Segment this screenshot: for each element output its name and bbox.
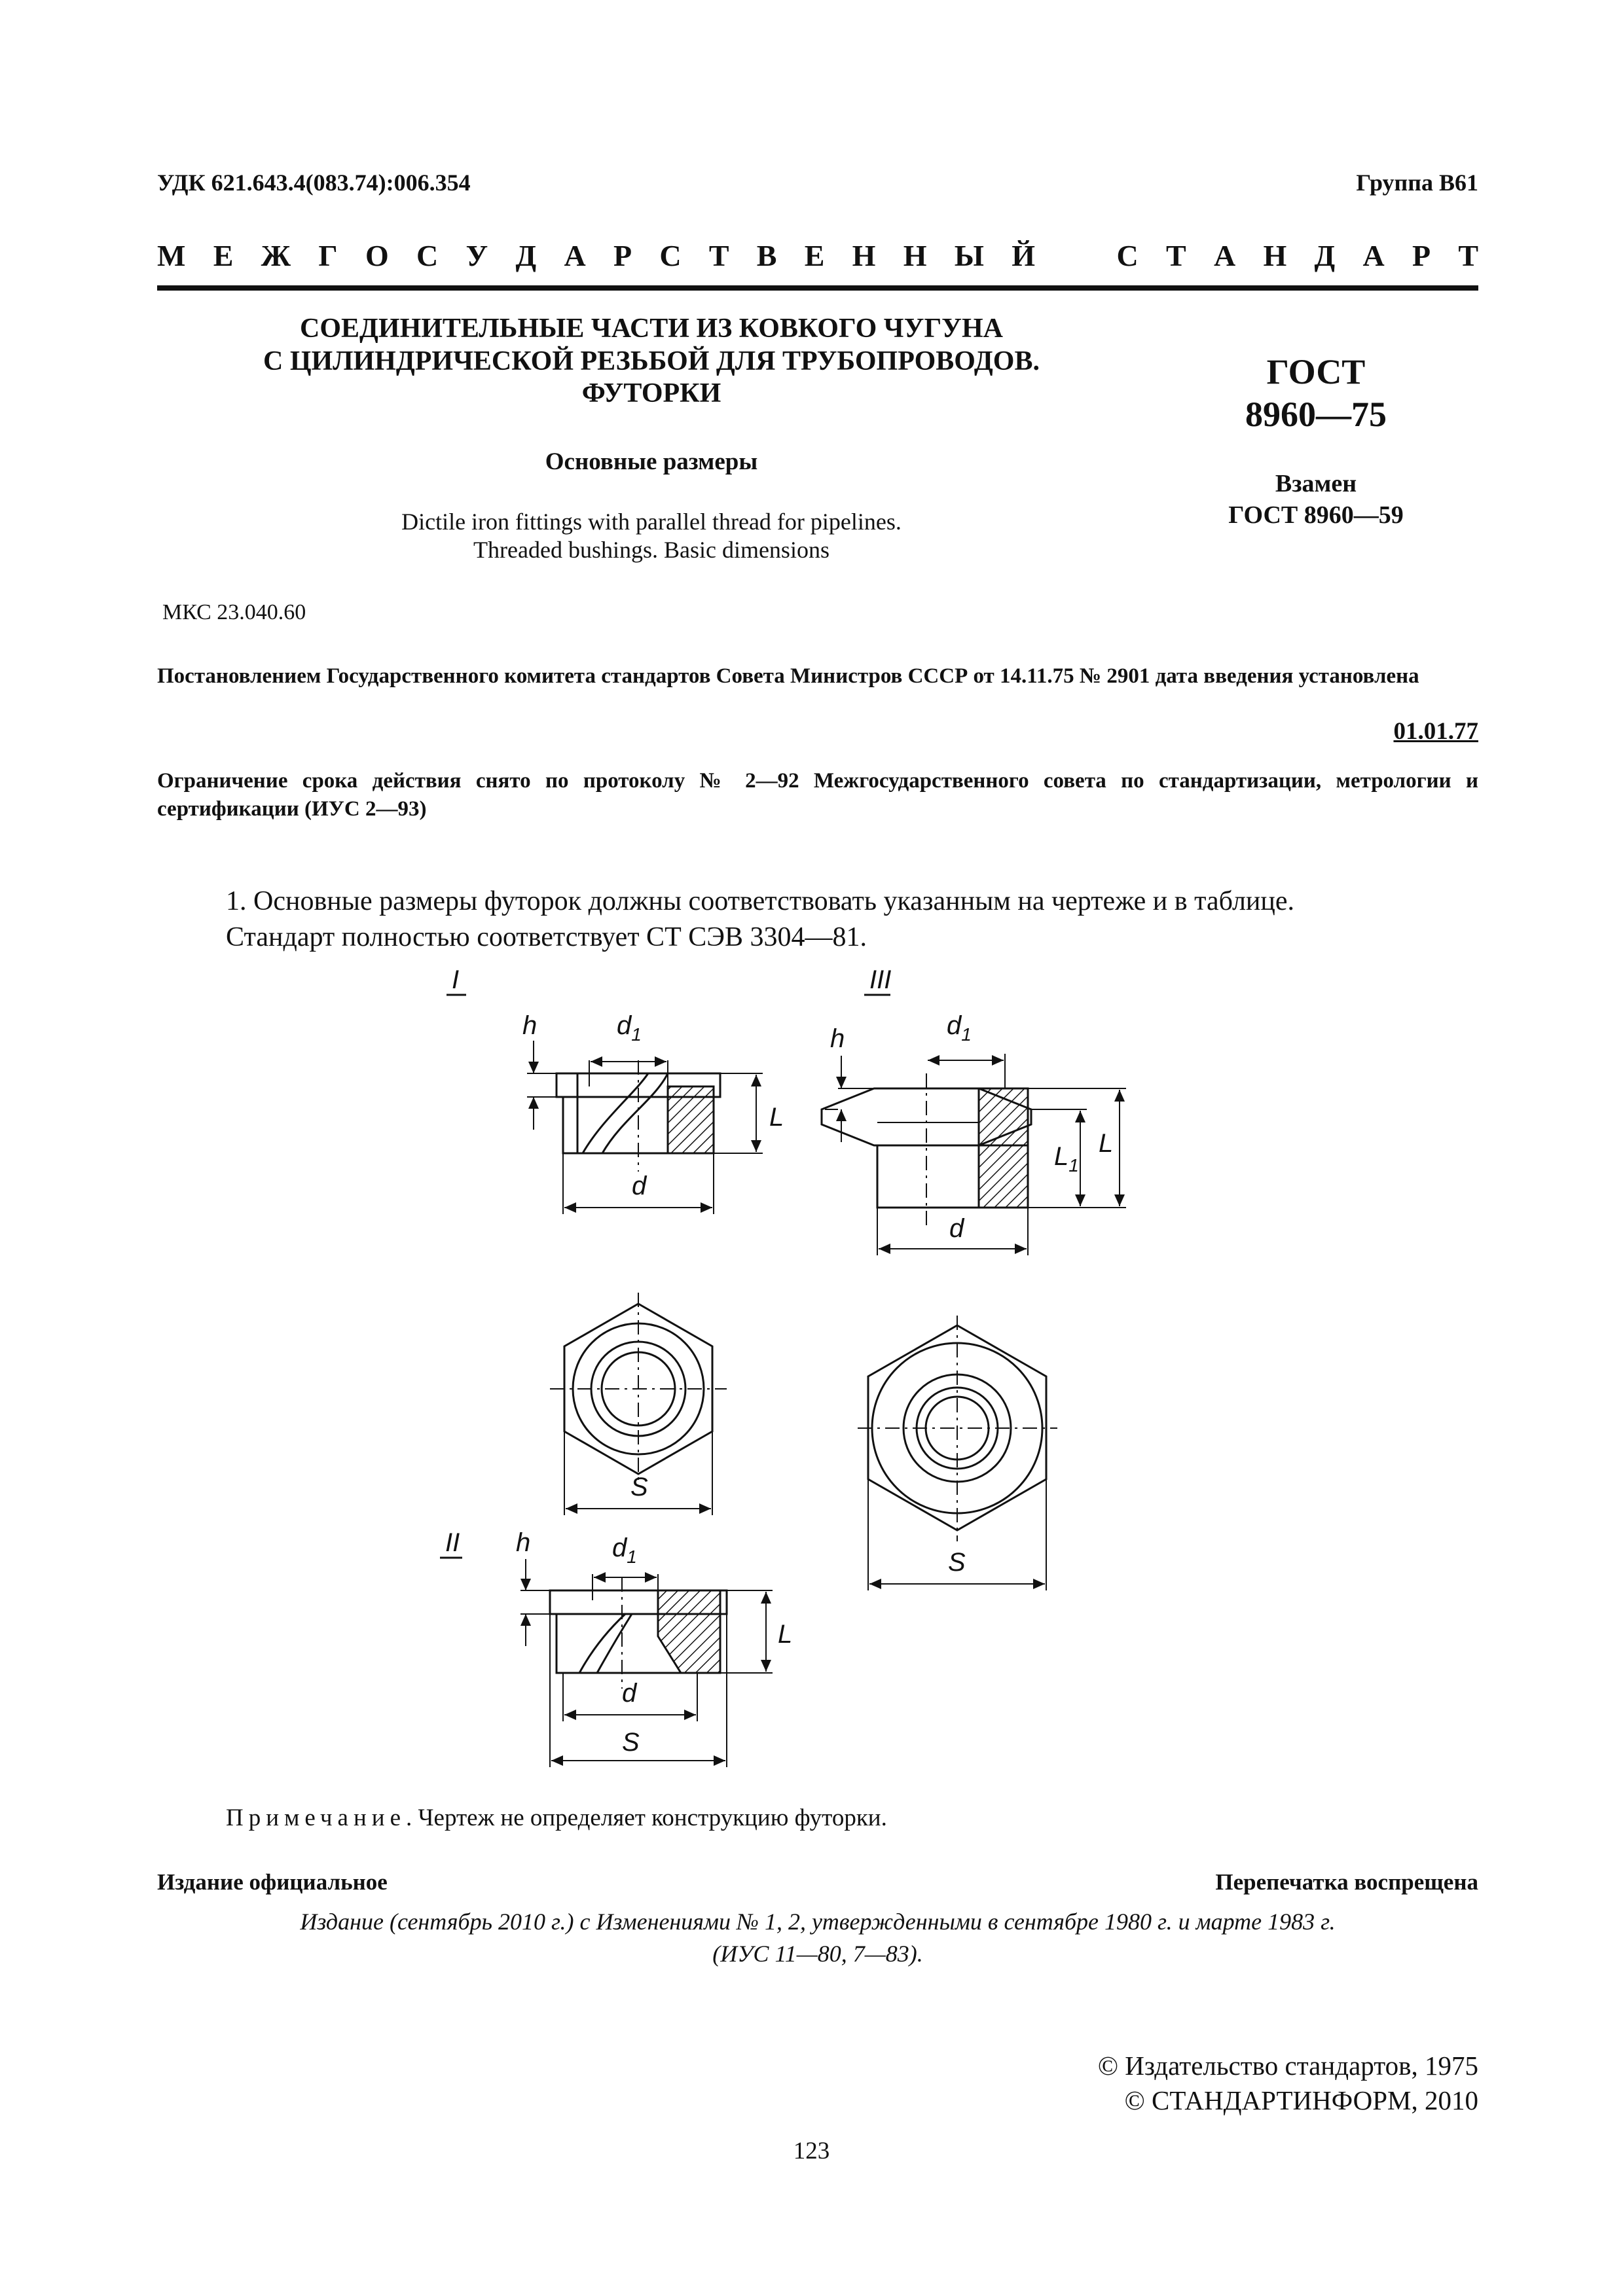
dim-d1: $d_1$: [612, 1534, 637, 1567]
standard-type-heading: [157, 238, 1478, 273]
dim-d1: $d_1$: [947, 1011, 972, 1045]
paragraph-1: 1. Основные размеры футорок должны соответствовать указанным на чертеже и в таблице.: [226, 886, 1294, 916]
edition-line-2: (ИУС 11—80, 7—83).: [712, 1940, 923, 1967]
letter: В: [756, 239, 777, 272]
type-3-section: [979, 1088, 1028, 1208]
paragraph-2: Стандарт полностью соответствует СТ СЭВ 3304—81.: [226, 922, 867, 952]
letter: А: [1362, 239, 1385, 272]
dim-h: h: [516, 1528, 531, 1557]
letter: Т: [708, 239, 729, 272]
title-line-1: СОЕДИНИТЕЛЬНЫЕ ЧАСТИ ИЗ КОВКОГО ЧУГУНА: [300, 314, 1003, 344]
letter: А: [564, 239, 586, 272]
english-title-line-1: Dictile iron fittings with parallel thread for pipelines.: [401, 509, 902, 535]
letter: Г: [318, 239, 338, 272]
edition-info: [157, 1906, 1478, 1969]
letter: Н: [903, 239, 927, 272]
gost-designation: [1172, 351, 1460, 436]
letter: Т: [1458, 239, 1478, 272]
letter: С: [659, 239, 682, 272]
letter: О: [365, 239, 389, 272]
udk-code: УДК 621.643.4(083.74):006.354: [157, 170, 471, 196]
dim-d: d: [949, 1214, 964, 1243]
dim-d: d: [622, 1679, 637, 1708]
letter: М: [157, 239, 186, 272]
letter: Ж: [261, 239, 291, 272]
document-title: [183, 313, 1120, 410]
page-number: 123: [793, 2138, 830, 2164]
type-3-label: III: [869, 965, 892, 994]
letter: Й: [1012, 239, 1035, 272]
english-title: [183, 508, 1120, 564]
type-2-label: II: [445, 1528, 460, 1557]
dim-h: h: [522, 1011, 538, 1040]
type-1-section: [668, 1086, 714, 1153]
title-line-3: ФУТОРКИ: [581, 378, 721, 409]
letter: Ы: [954, 239, 984, 272]
reprint-prohibited: Перепечатка воспрещена: [1215, 1869, 1478, 1895]
title-line-2: С ЦИЛИНДРИЧЕСКОЙ РЕЗЬБОЙ ДЛЯ ТРУБОПРОВОДОВ.: [263, 346, 1040, 376]
letter: Т: [1166, 239, 1186, 272]
note-text: . Чертеж не определяет конструкцию футорки.: [406, 1804, 887, 1831]
decree-text: Постановлением Государственного комитета стандартов Совета Министров СССР от 14.11.75 № 2901 дата введения установлена: [157, 664, 1419, 688]
letter: А: [1213, 239, 1236, 272]
dim-S: S: [630, 1473, 648, 1501]
official-edition: Издание официальное: [157, 1869, 388, 1895]
letter: Е: [213, 239, 234, 272]
letter: Н: [1263, 239, 1287, 272]
type-1-label: I: [452, 965, 460, 994]
type-3-side-view: [822, 1054, 1126, 1255]
replaces-block: [1172, 469, 1460, 531]
letter: Е: [804, 239, 825, 272]
note-label: Примечание: [226, 1804, 406, 1831]
dim-d1: $d_1$: [617, 1011, 642, 1045]
limitation-text: Ограничение срока действия снято по протоколу № 2—92 Межгосударственного совета по стандартизации, метрологии и сертификации (ИУС 2—93): [157, 769, 1478, 821]
letter: С: [1116, 239, 1139, 272]
dim-L: L: [769, 1103, 784, 1132]
dim-d: d: [632, 1172, 647, 1200]
copyright-block: [1098, 2049, 1478, 2119]
dim-L1: $L_1$: [1054, 1142, 1079, 1175]
replaces-number: ГОСТ 8960—59: [1228, 501, 1404, 529]
gost-label: ГОСТ: [1266, 352, 1366, 391]
letter: Н: [852, 239, 876, 272]
copyright-1: © Издательство стандартов, 1975: [1097, 2051, 1478, 2081]
heading-rule: [157, 285, 1478, 291]
type-2-side-view: [520, 1559, 773, 1767]
group-code: Группа В61: [1356, 170, 1478, 196]
dim-L: L: [778, 1620, 793, 1649]
english-title-line-2: Threaded bushings. Basic dimensions: [473, 537, 830, 564]
edition-line-1: Издание (сентябрь 2010 г.) с Изменениями № 1, 2, утвержденными в сентябре 1980 г. и марте 1983 г.: [300, 1909, 1336, 1935]
letter: Д: [515, 239, 537, 272]
copyright-2: © СТАНДАРТИНФОРМ, 2010: [1124, 2085, 1478, 2116]
dim-S: S: [622, 1728, 640, 1757]
letter: У: [465, 239, 488, 272]
gost-number: 8960—75: [1245, 394, 1387, 434]
letter: Д: [1314, 239, 1336, 272]
dim-h: h: [830, 1024, 845, 1053]
effective-date: 01.01.77: [1393, 718, 1478, 745]
body-text: [226, 884, 1294, 955]
mks-code: МКС 23.040.60: [162, 600, 306, 624]
letter: Р: [1412, 239, 1431, 272]
dim-L: L: [1099, 1129, 1114, 1158]
drawing-note: [226, 1804, 887, 1832]
subtitle: Основные размеры: [545, 448, 758, 475]
letter: С: [416, 239, 439, 272]
letter: Р: [613, 239, 632, 272]
type-2-section: [658, 1590, 720, 1673]
dim-S: S: [948, 1548, 966, 1577]
replaces-label: Взамен: [1275, 470, 1357, 497]
letter-gap: [1063, 238, 1089, 273]
technical-drawing: [406, 962, 1178, 1787]
